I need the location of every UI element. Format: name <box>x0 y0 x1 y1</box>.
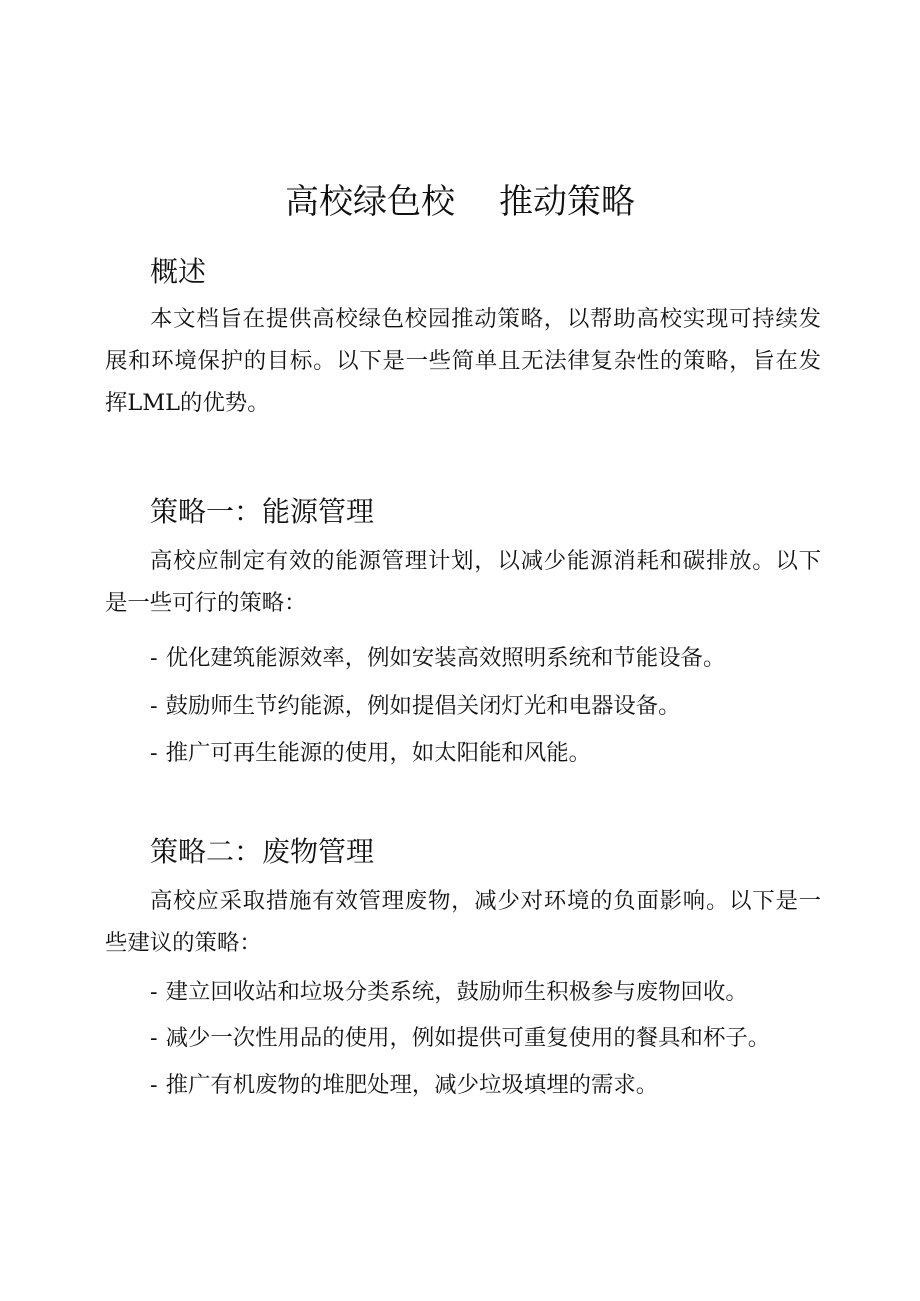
bullet-text: 减少一次性用品的使用，例如提供可重复使用的餐具和杯子。 <box>165 1025 771 1051</box>
strategy1-item-2 <box>150 686 681 726</box>
bullet-marker: - <box>150 645 158 671</box>
document-title <box>0 178 920 226</box>
bullet-marker: - <box>150 1072 158 1098</box>
bullet-text: 建立回收站和垃圾分类系统，鼓励师生积极参与废物回收。 <box>165 979 748 1005</box>
title-part-2: 推动策略 <box>499 182 635 222</box>
bullet-text: 鼓励师生节约能源，例如提倡关闭灯光和电器设备。 <box>165 693 681 719</box>
overview-paragraph: 本文档旨在提供高校绿色校园推动策略，以帮助高校实现可持续发展和环境保护的目标。以下是一些简单且无法律复杂性的策略，旨在发挥LML的优势。 <box>105 306 821 416</box>
strategy2-item-3 <box>150 1065 658 1105</box>
strategy1-heading: 策略一：能源管理 <box>150 495 375 528</box>
bullet-text: 推广有机废物的堆肥处理，减少垃圾填埋的需求。 <box>165 1072 659 1098</box>
title-part-1: 高校绿色校 <box>285 182 455 222</box>
bullet-text: 优化建筑能源效率，例如安装高效照明系统和节能设备。 <box>165 645 726 671</box>
bullet-marker: - <box>150 979 158 1005</box>
strategy1-item-3 <box>150 733 591 773</box>
strategy2-item-1 <box>150 972 748 1012</box>
bullet-marker: - <box>150 740 158 766</box>
strategy2-intro: 高校应采取措施有效管理废物，减少对环境的负面影响。以下是一些建议的策略： <box>105 888 821 956</box>
bullet-marker: - <box>150 1025 158 1051</box>
strategy2-item-2 <box>150 1018 770 1058</box>
bullet-marker: - <box>150 693 158 719</box>
title-gap <box>455 178 499 226</box>
strategy1-intro: 高校应制定有效的能源管理计划，以减少能源消耗和碳排放。以下是一些可行的策略： <box>105 548 821 616</box>
strategy2-heading: 策略二：废物管理 <box>150 835 375 868</box>
strategy1-item-1 <box>150 638 725 678</box>
bullet-text: 推广可再生能源的使用，如太阳能和风能。 <box>165 740 591 766</box>
overview-heading: 概述 <box>150 255 207 288</box>
